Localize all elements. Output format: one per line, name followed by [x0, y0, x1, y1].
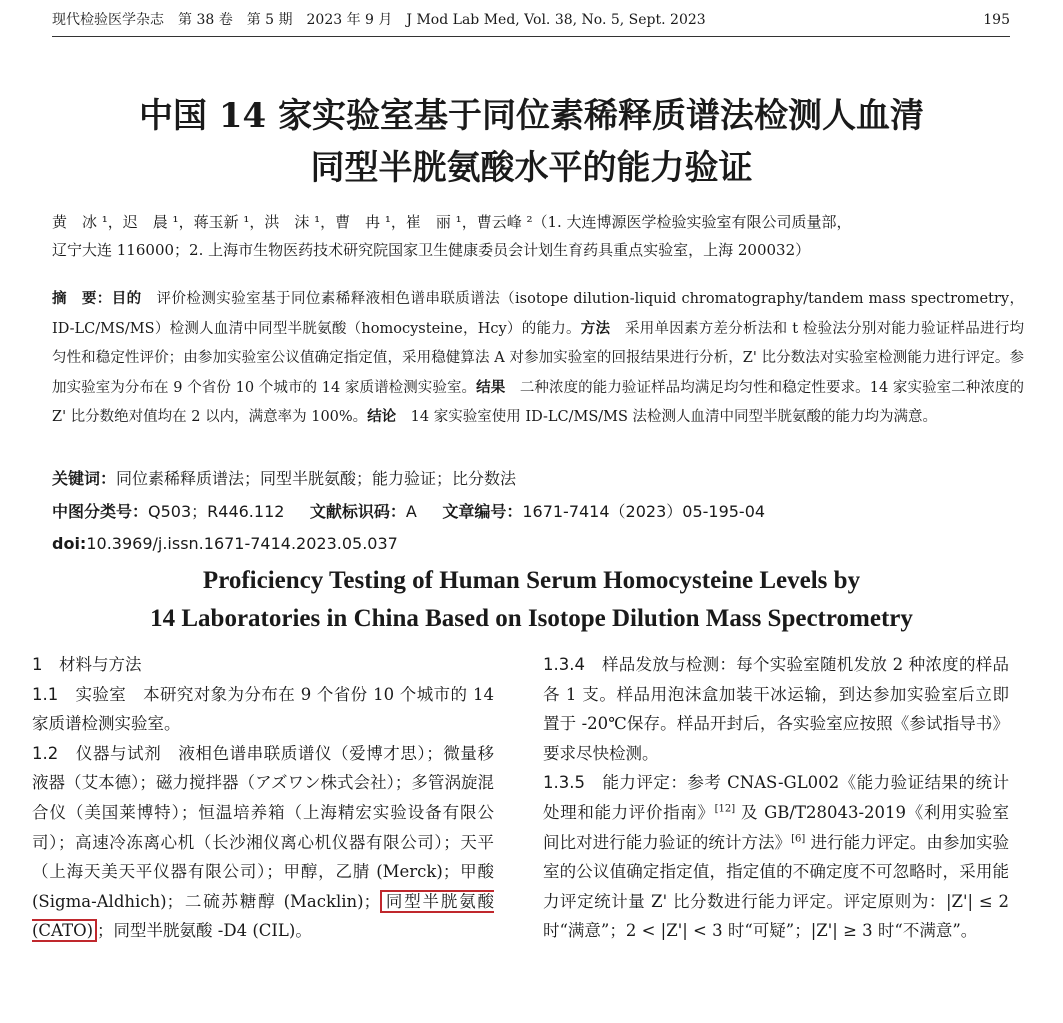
section-1-3-5-heading: 1.3.5 能力评定： — [543, 773, 688, 793]
objective-label: 目的 — [111, 291, 142, 307]
section-1-2-text: 液相色谱串联质谱仪（爱博才思）；微量移液器（艾本德）；磁力搅拌器（アズワン株式会社）；多管涡旋混合仪（美国莱博特）；恒温培养箱（上海精宏实验设备有限公司）；高速冷冻离心机（长沙湘仪离心机仪器有限公司）；天平（上海天美天平仪器有限公司）；甲醇，乙腈 (Merck)；甲酸 (Sigma-Aldhich)；二硫苏糖醇 (Macklin)； — [32, 743, 494, 911]
objective-text: 评价检测实验室基于同位素稀释液相色谱串联质谱法（isotope dilution-liquid chromatography/tandem mass spectrometry，ID-LC/MS/MS）检测人血清中同型半胱氨酸（homocysteine，Hcy）的能力。 — [52, 291, 1025, 337]
authors-line-1: 黄 冰 ¹，迟 晨 ¹，蒋玉新 ¹，洪 沫 ¹，曹 冉 ¹，崔 丽 ¹，曹云峰 ²（1. 大连博源医学检验实验室有限公司质量部， — [52, 213, 852, 231]
journal-citation: 现代检验医学杂志 第 38 卷 第 5 期 2023 年 9 月 J Mod Lab Med, Vol. 38, No. 5, Sept. 2023 — [52, 12, 706, 28]
abstract — [52, 285, 1024, 433]
running-header — [52, 8, 1010, 37]
doc-code-label: 文献标识码： — [309, 502, 406, 521]
methods-text: 采用单因素方差分析法和 t 检验法分别对能力验证样品进行均匀性和稳定性评价；由参加实验室公议值确定指定值，采用稳健算法 A 对参加实验室的回报结果进行分析，Z' 比分数法对实验室检测能力进行评定。参加实验室为分布在 9 个省份 10 个城市的 14 家质谱检测实验室。 — [52, 320, 1024, 396]
section-1-3-4-heading: 1.3.4 样品发放与检测： — [543, 655, 737, 674]
body-left-column — [32, 650, 494, 946]
citation-6[interactable]: [6] — [791, 833, 806, 845]
article-number-label: 文章编号： — [442, 502, 523, 521]
section-1-3-5 — [543, 768, 1009, 946]
conclusion-text: 14 家实验室使用 ID-LC/MS/MS 法检测人血清中同型半胱氨酸的能力均为满意。 — [396, 409, 938, 425]
section-1-2 — [32, 739, 494, 946]
chinese-title-line-1: 中国 14 家实验室基于同位素稀释质谱法检测人血清 — [139, 96, 924, 136]
section-1-1-heading: 1.1 实验室 — [32, 684, 127, 704]
conclusion-label: 结论 — [367, 409, 397, 425]
section-1-3-5-text-a: 参考 CNAS-GL002《能力验证结果的统计处理和能力评价指南》 — [543, 773, 1009, 822]
english-title — [40, 562, 1023, 638]
doi-line — [52, 531, 1012, 557]
doi-value: 10.3969/j.issn.1671-7414.2023.05.037 — [86, 534, 398, 553]
keywords-label: 关键词： — [52, 469, 117, 488]
authors-affiliations — [52, 208, 1012, 264]
doi-label: doi: — [52, 534, 87, 553]
english-title-line-2: 14 Laboratories in China Based on Isotope Dilution Mass Spectrometry — [150, 605, 913, 632]
section-1-2-text-end: ；同型半胱氨酸 -D4 (CIL)。 — [97, 921, 312, 941]
section-1-3-4-text: 每个实验室随机发放 2 种浓度的样品各 1 支。样品用泡沫盒加装干冰运输，到达参加实验室后立即置于 -20℃保存。样品开封后，各实验室应按照《参试指导书》要求尽快检测。 — [543, 655, 1009, 763]
section-1-3-5-text-b: 及 GB/T28043-2019《利用实验室间比对进行能力验证的统计方法》 — [543, 802, 1009, 852]
classification-line — [52, 499, 1012, 525]
keywords-text: 同位素稀释质谱法；同型半胱氨酸；能力验证；比分数法 — [116, 469, 517, 488]
english-title-line-1: Proficiency Testing of Human Serum Homocysteine Levels by — [202, 567, 861, 594]
keywords — [52, 466, 1012, 492]
clc-value: Q503；R446.112 — [148, 502, 285, 521]
methods-label: 方法 — [580, 320, 611, 337]
results-text: 二种浓度的能力验证样品均满足均匀性和稳定性要求。14 家实验室二种浓度的 Z' 比分数绝对值均在 2 以内，满意率为 100%。 — [52, 379, 1024, 425]
authors-line-2: 辽宁大连 116000；2. 上海市生物医药技术研究院国家卫生健康委员会计划生育药具重点实验室，上海 200032） — [52, 241, 811, 259]
page-number: 195 — [983, 12, 1010, 28]
section-1-1-text: 本研究对象为分布在 9 个省份 10 个城市的 14 家质谱检测实验室。 — [32, 684, 494, 734]
abstract-label: 摘 要： — [52, 291, 112, 307]
body-right-column — [543, 650, 1009, 946]
section-1-heading: 1 材料与方法 — [32, 655, 142, 674]
citation-12[interactable]: [12] — [714, 803, 736, 815]
section-1-2-heading: 1.2 仪器与试剂 — [32, 743, 162, 763]
results-label: 结果 — [476, 379, 506, 396]
doc-code-value: A — [405, 502, 417, 521]
section-1-1 — [32, 680, 494, 739]
chinese-title — [60, 90, 1003, 194]
section-1-3-4 — [543, 650, 1009, 768]
highlighted-reagent: 同型半胱氨酸 (CATO) — [32, 891, 495, 941]
section-1-3-5-text-c: 进行能力评定。由参加实验室的公议值确定指定值，指定值的不确定度不可忽略时，采用能力评定统计量 Z' 比分数进行能力评定。评定原则为：|Z'| ≤ 2 时“满意”；2 < |Z'| < 3 时“可疑”；|Z'| ≥ 3 时“不满意”。 — [543, 832, 1010, 941]
clc-label: 中图分类号： — [52, 502, 149, 521]
chinese-title-line-2: 同型半胱氨酸水平的能力验证 — [310, 148, 753, 188]
article-number-value: 1671-7414（2023）05-195-04 — [522, 502, 766, 521]
